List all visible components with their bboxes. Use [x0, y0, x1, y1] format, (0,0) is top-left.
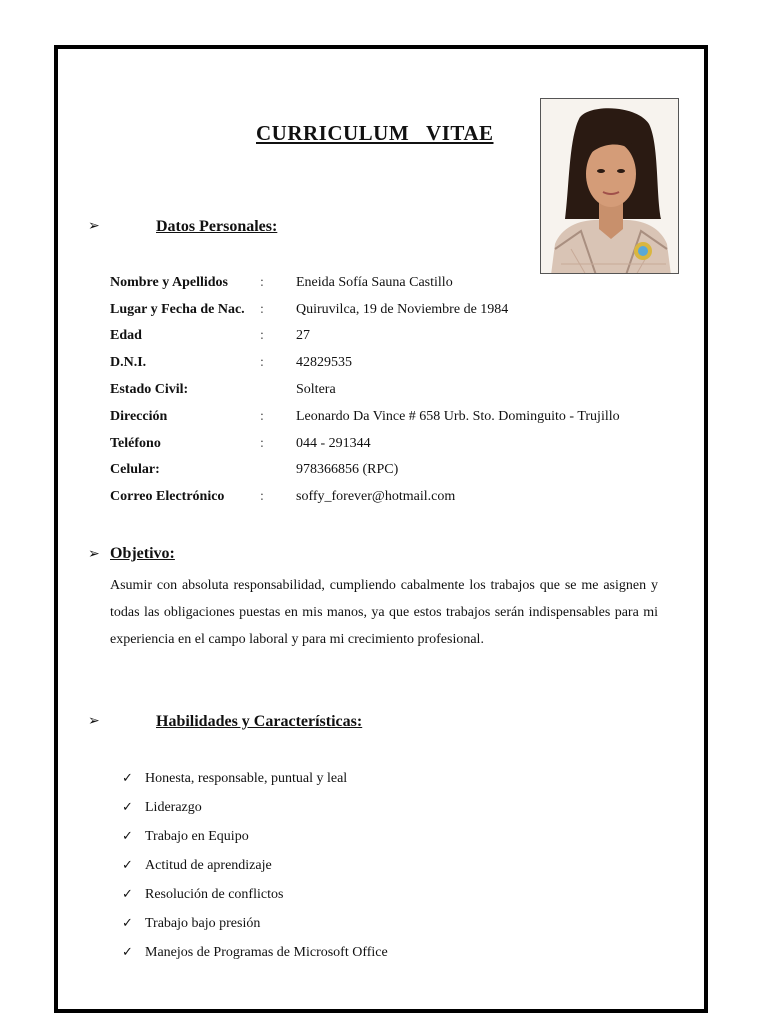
list-item: ✓ Honesta, responsable, puntual y leal [122, 771, 348, 786]
field-label-mobile: Celular: [110, 462, 160, 477]
section-heading-personal: Datos Personales: [156, 218, 278, 235]
document-title: CURRICULUM VITAE [256, 121, 494, 145]
section-heading-objective: Objetivo: [110, 545, 175, 562]
profile-photo [540, 98, 679, 274]
objective-paragraph: Asumir con absoluta responsabilidad, cumpliendo cabalmente los trabajos que se me asignen y todas las obligaciones puestas en mis manos, ya que estos trabajos serán indispensables para mi experiencia en el campo laboral y para mi crecimiento profesional. [110, 578, 658, 647]
check-icon: ✓ [122, 887, 133, 902]
field-value-email: soffy_forever@hotmail.com [296, 489, 456, 504]
field-colon: : [260, 275, 264, 290]
list-item: ✓ Manejos de Programas de Microsoft Office [122, 945, 388, 960]
arrow-bullet-icon: ➢ [88, 713, 100, 729]
field-value-dni: 42829535 [296, 355, 352, 370]
field-value-address: Leonardo Da Vince # 658 Urb. Sto. Dominguito - Trujillo [296, 409, 620, 424]
check-icon: ✓ [122, 771, 133, 786]
field-label-birth: Lugar y Fecha de Nac. [110, 302, 245, 317]
field-value-mobile: 978366856 (RPC) [296, 462, 399, 477]
field-label-phone: Teléfono [110, 436, 161, 451]
field-colon: : [260, 302, 264, 317]
field-label-age: Edad [110, 328, 142, 343]
field-value-phone: 044 - 291344 [296, 436, 371, 451]
arrow-bullet-icon: ➢ [88, 546, 100, 562]
section-heading-skills: Habilidades y Características: [156, 713, 363, 730]
field-label-name: Nombre y Apellidos [110, 275, 228, 290]
field-value-age: 27 [296, 328, 310, 343]
field-label-address: Dirección [110, 409, 168, 424]
check-icon: ✓ [122, 945, 133, 960]
field-colon: : [260, 355, 264, 370]
check-icon: ✓ [122, 858, 133, 873]
check-icon: ✓ [122, 916, 133, 931]
list-item: ✓ Liderazgo [122, 800, 202, 815]
field-label-civil-status: Estado Civil: [110, 382, 189, 397]
field-value-name: Eneida Sofía Sauna Castillo [296, 275, 453, 290]
field-value-civil-status: Soltera [296, 382, 336, 397]
list-item: ✓ Trabajo en Equipo [122, 829, 249, 844]
field-colon: : [260, 436, 264, 451]
list-item: ✓ Trabajo bajo presión [122, 916, 261, 931]
check-icon: ✓ [122, 829, 133, 844]
arrow-bullet-icon: ➢ [88, 218, 100, 234]
list-item: ✓ Actitud de aprendizaje [122, 858, 272, 873]
field-value-birth: Quiruvilca, 19 de Noviembre de 1984 [296, 302, 509, 317]
check-icon: ✓ [122, 800, 133, 815]
field-label-dni: D.N.I. [110, 355, 147, 370]
field-colon: : [260, 328, 264, 343]
field-colon: : [260, 409, 264, 424]
field-colon: : [260, 489, 264, 504]
field-label-email: Correo Electrónico [110, 489, 225, 504]
list-item: ✓ Resolución de conflictos [122, 887, 284, 902]
